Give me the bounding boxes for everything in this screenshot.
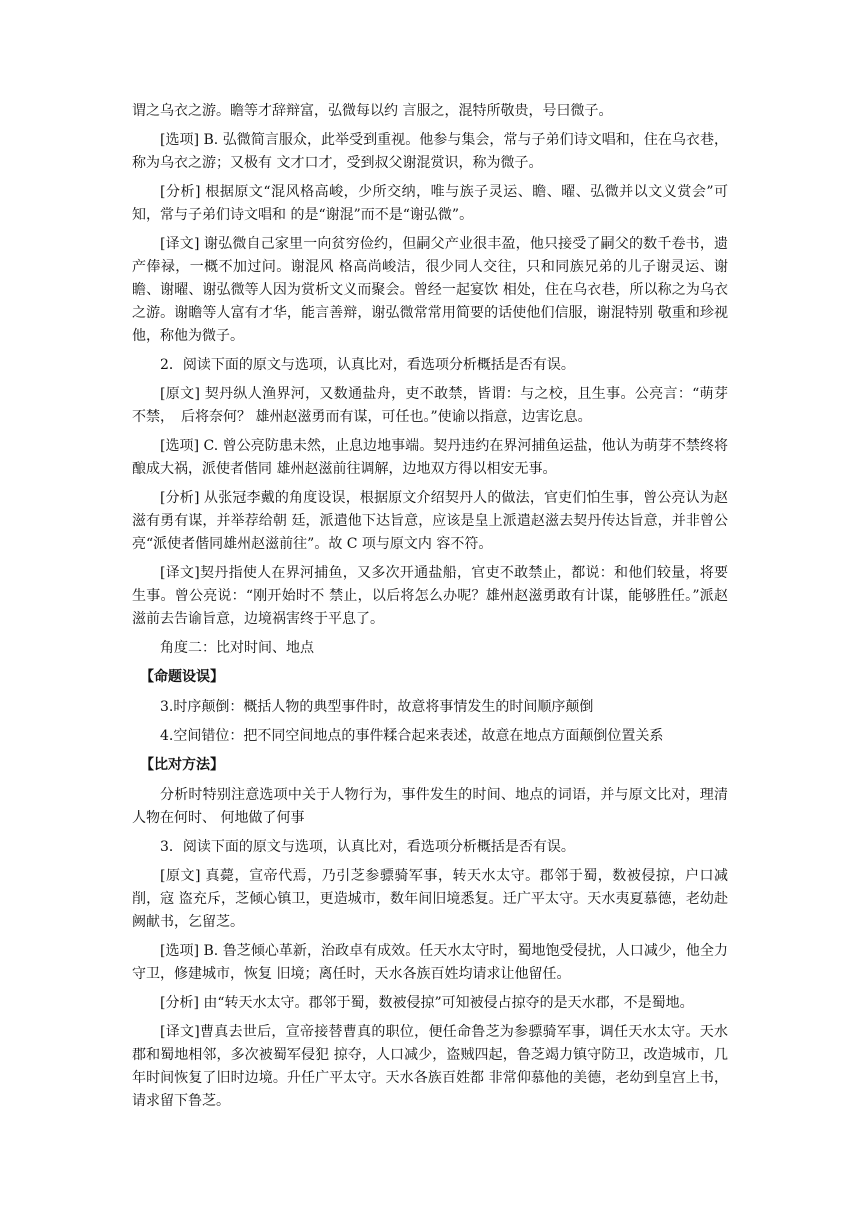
paragraph-option-1: [选项] B. 弘微简言服众，此举受到重视。他参与集会，常与子弟们诗文唱和，住在乌衣巷，称为乌衣之游；又极有 文才口才，受到叔父谢混赏识，称为微子。 [132, 132, 728, 171]
paragraph-original-2: [原文] 契丹纵人渔界河，又数通盐舟，吏不敢禁，皆谓：与之校，且生事。公亮言：“萌芽不禁， 后将奈何？ 雄州赵滋勇而有谋，可任也。”使谕以指意，边害讫息。 [132, 386, 728, 425]
paragraph-translation-2: [译文]契丹指使人在界河捕鱼，又多次开通盐船，官吏不敢禁止，都说：和他们较量，将要生事。曾公亮说：“刚开始时不 禁止，以后将怎么办呢？雄州赵滋勇敢有计谋，能够胜任。”派赵滋前去告谕旨意，边境祸害终于平息了。 [132, 565, 728, 627]
paragraph-error-type-3: 3.时序颠倒：概括人物的典型事件时，故意将事情发生的时间顺序颠倒 [160, 699, 594, 715]
paragraph-error-type-4: 4.空间错位：把不同空间地点的事件糅合起来表述，故意在地点方面颠倒位置关系 [160, 728, 664, 744]
paragraph-analysis-2: [分析] 从张冠李戴的角度设误，根据原文介绍契丹人的做法，官吏们怕生事，曾公亮认为赵滋有勇有谋，并举荐给朝 廷，派遣他下达旨意，应该是皇上派遣赵滋去契丹传达旨意，并非曾公亮“派使者偕同雄州赵滋前往”。故 C 项与原文内 容不符。 [132, 490, 728, 552]
paragraph-analysis-1: [分析] 根据原文“混风格高峻，少所交纳，唯与族子灵运、瞻、曜、弘微并以文义赏会”可知，常与子弟们诗文唱和 的是“谢混”而不是“谢弘微”。 [132, 184, 728, 223]
section-heading-angle-2: 角度二：比对时间、地点 [160, 640, 314, 656]
paragraph-analysis-3: [分析] 由“转天水太守。郡邻于蜀，数被侵掠”可知被侵占掠夺的是天水郡，不是蜀地。 [160, 995, 694, 1011]
paragraph-translation-1: [译文] 谢弘微自己家里一向贫穷俭约，但嗣父产业很丰盈，他只接受了嗣父的数千卷书，遗产俸禄，一概不加过问。谢混风 格高尚峻洁，很少同人交往，只和同族兄弟的儿子谢灵运、谢瞻、谢曜、谢弘微等人因为赏析文义而聚会。曾经一起宴饮 相处，住在乌衣巷，所以称之为乌衣之游。谢瞻等人富有才华，能言善辩，谢弘微常常用简要的话使他们信服，谢混特别 敬重和珍视他，称他为微子。 [132, 236, 728, 344]
document-page [132, 100, 728, 1119]
paragraph-method: 分析时特别注意选项中关于人物行为，事件发生的时间、地点的词语，并与原文比对，理清人物在何时、 何地做了何事 [132, 787, 728, 826]
paragraph-translation-3: [译文]曹真去世后，宣帝接替曹真的职位，便任命鲁芝为参骠骑军事，调任天水太守。天水郡和蜀地相邻，多次被蜀军侵犯 掠夺，人口减少，盗贼四起，鲁芝竭力镇守防卫，改造城市，几年时间恢复了旧时边境。升任广平太守。天水各族百姓都 非常仰慕他的美德，老幼到皇宫上书，请求留下鲁芝。 [132, 1024, 728, 1109]
heading-comparison-method: 【比对方法】 [140, 757, 224, 773]
paragraph-option-2: [选项] C. 曾公亮防患未然，止息边地事端。契丹违约在界河捕鱼运盐，他认为萌芽不禁终将酿成大祸，派使者偕同 雄州赵滋前往调解，边地双方得以相安无事。 [132, 438, 728, 477]
paragraph-continuation: 谓之乌衣之游。瞻等才辞辩富，弘微每以约 言服之，混特所敬贵，号曰微子。 [132, 103, 613, 119]
heading-error-design: 【命题设误】 [140, 669, 224, 685]
paragraph-option-3: [选项] B. 鲁芝倾心革新，治政卓有成效。任天水太守时，蜀地饱受侵扰，人口减少，他全力守卫，修建城市，恢复 旧境；离任时，天水各族百姓均请求让他留任。 [132, 943, 728, 982]
paragraph-original-3: [原文] 真薨，宣帝代焉，乃引芝参骠骑军事，转天水太守。郡邻于蜀，数被侵掠，户口减削，寇 盗充斥，芝倾心镇卫，更造城市，数年间旧境悉复。迁广平太守。天水夷夏慕德，老幼赴阙献书，乞留芝。 [132, 868, 728, 930]
paragraph-question-3: 3．阅读下面的原文与选项，认真比对，看选项分析概括是否有误。 [160, 839, 575, 855]
paragraph-question-2: 2．阅读下面的原文与选项，认真比对，看选项分析概括是否有误。 [160, 357, 575, 373]
